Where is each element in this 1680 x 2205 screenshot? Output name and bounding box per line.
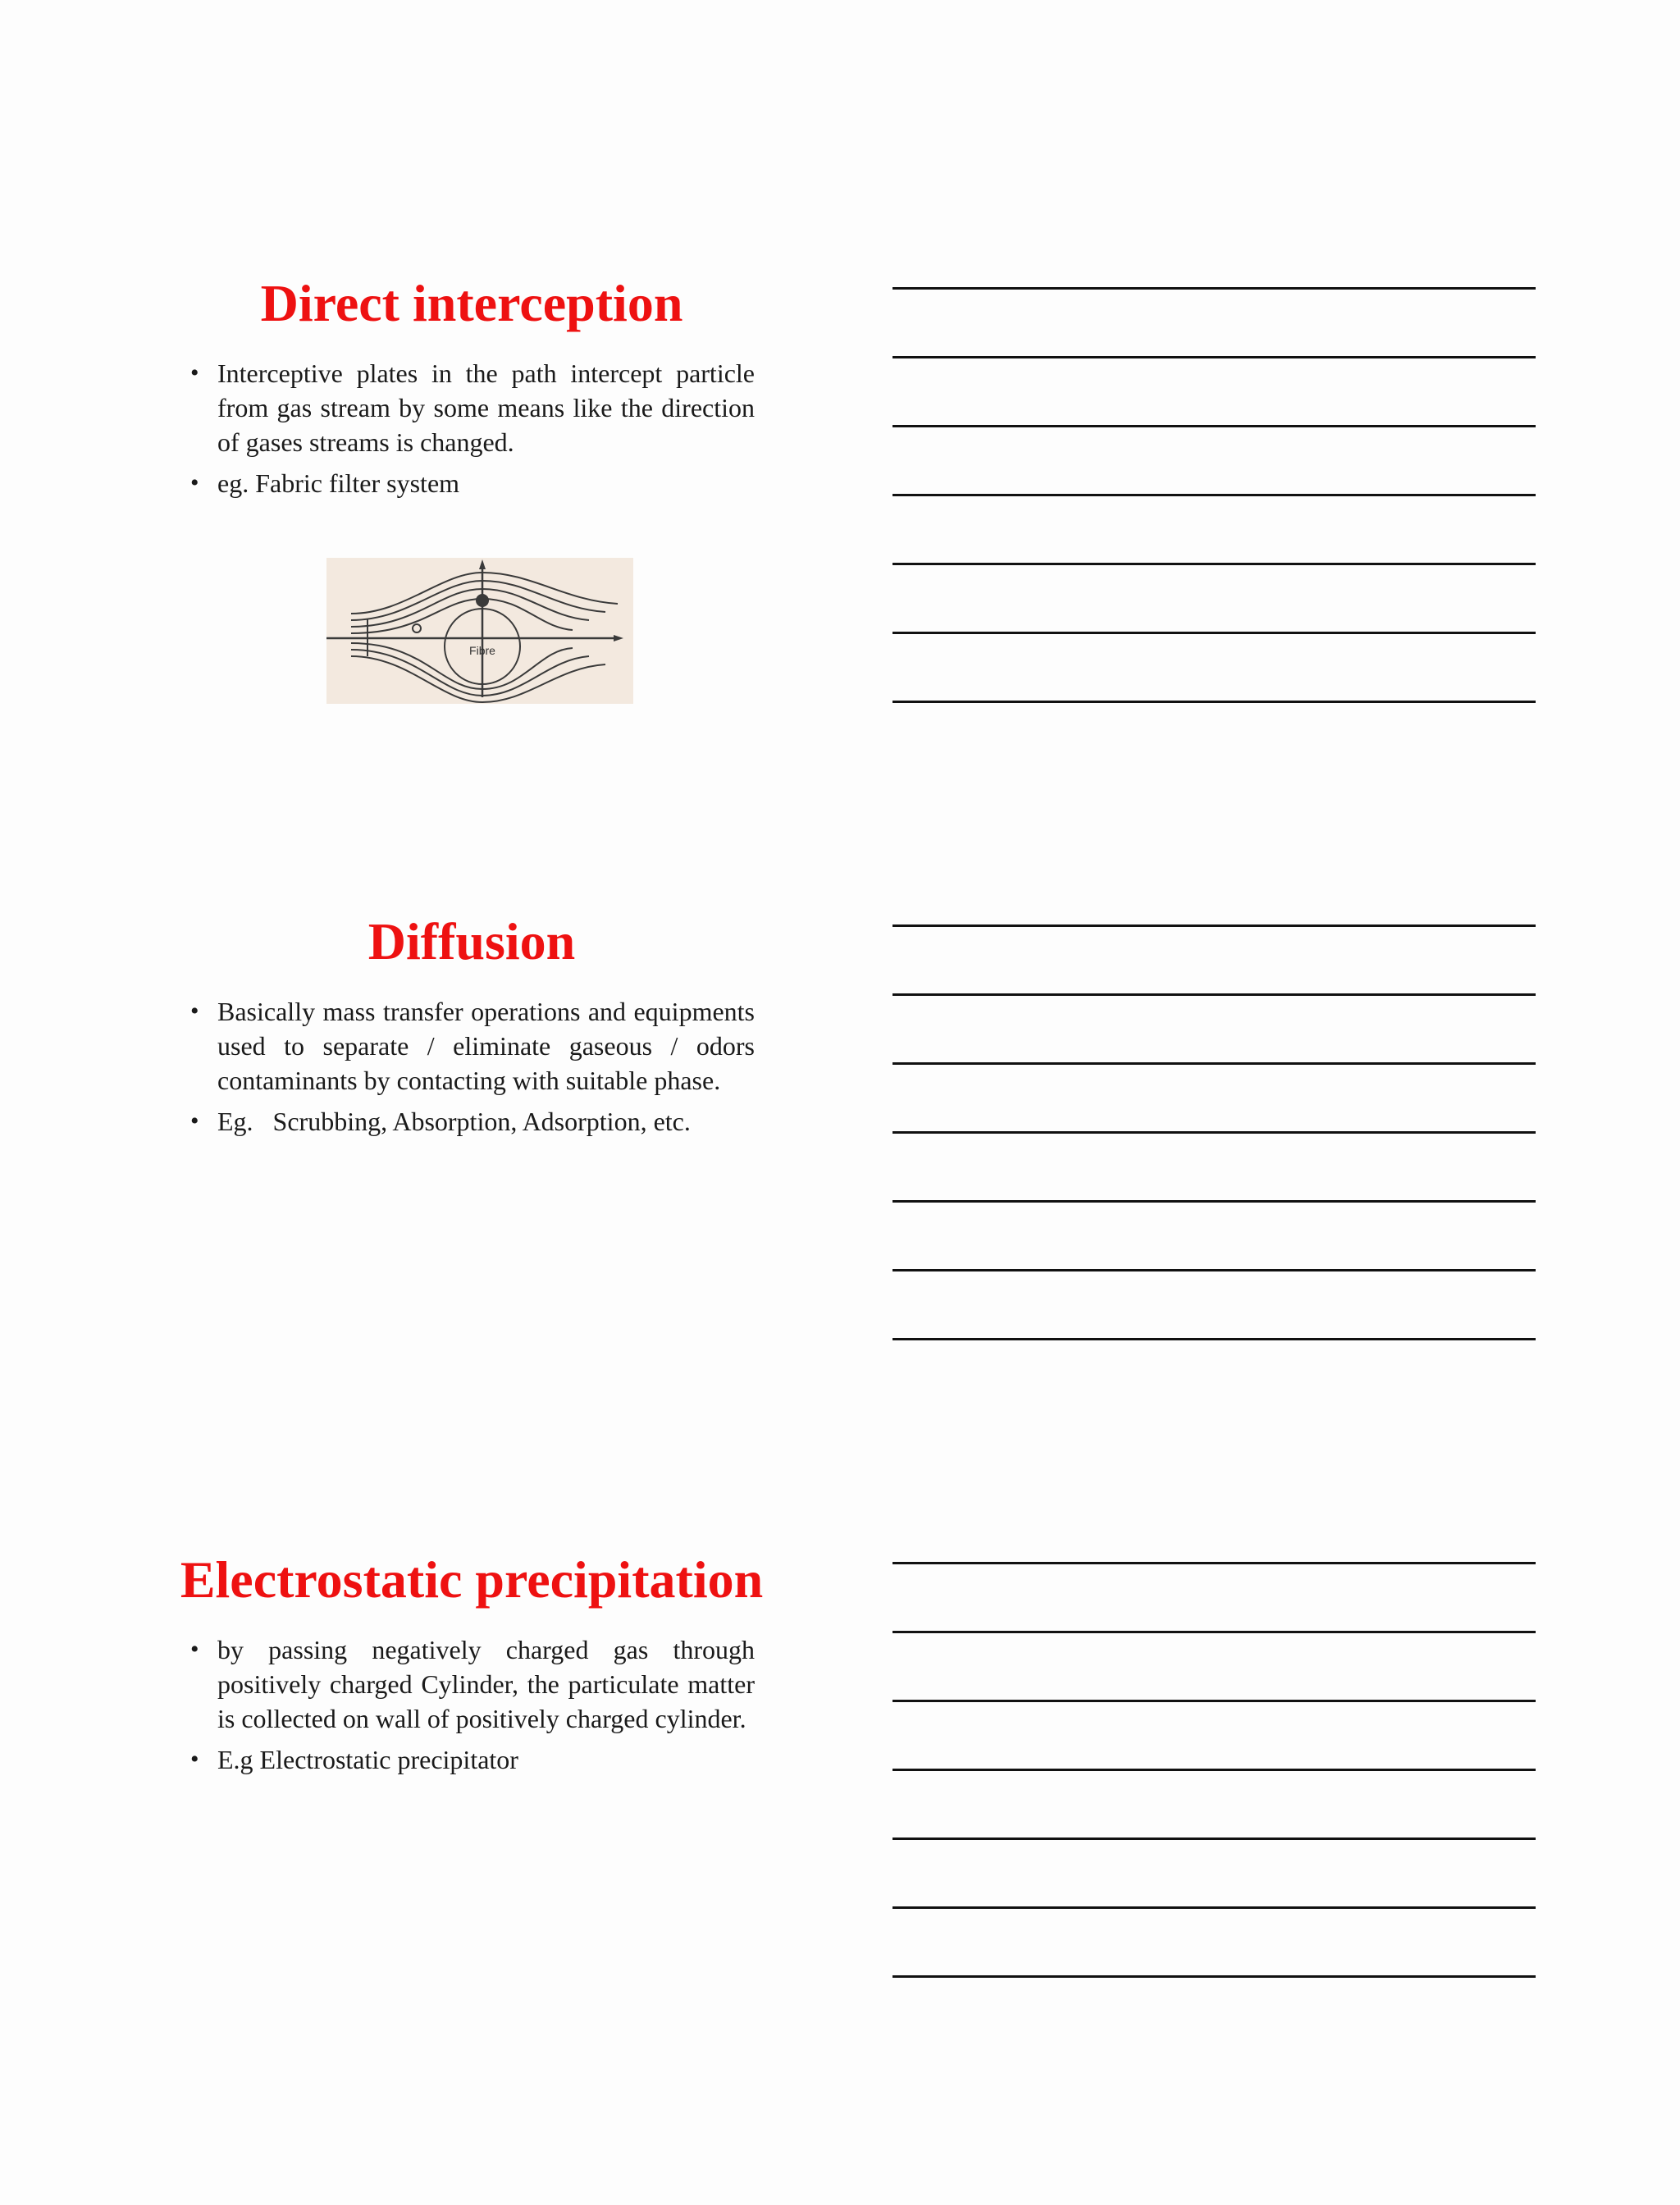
list-item: • Interceptive plates in the path intercept particle from gas stream by some means like the direction of gases streams is changed.	[189, 356, 755, 459]
slide-title: Electrostatic precipitation	[180, 1550, 764, 1609]
note-line	[892, 1131, 1536, 1134]
list-item: • Basically mass transfer operations and equipments used to separate / eliminate gaseous / odors contaminants by contacting with suitable phase.	[189, 994, 755, 1098]
slide-diffusion	[164, 909, 779, 1145]
bullet-list	[189, 356, 755, 500]
note-line	[892, 1838, 1536, 1840]
note-line	[892, 1631, 1536, 1633]
note-line	[892, 632, 1536, 634]
fibre-label: Fibre	[469, 644, 495, 657]
note-line	[892, 563, 1536, 565]
note-line	[892, 1562, 1536, 1564]
fibre-interception-figure	[326, 558, 633, 704]
bullet-icon: •	[190, 1107, 199, 1134]
note-line	[892, 1700, 1536, 1702]
list-item: • eg. Fabric filter system	[189, 466, 755, 500]
bullet-icon: •	[190, 1636, 199, 1663]
note-line	[892, 1906, 1536, 1909]
note-line	[892, 1338, 1536, 1340]
bullet-list	[189, 994, 755, 1139]
note-line	[892, 356, 1536, 358]
bullet-list	[189, 1632, 755, 1777]
note-line	[892, 701, 1536, 703]
slide-title: Diffusion	[368, 912, 576, 970]
note-line	[892, 1769, 1536, 1771]
note-line	[892, 1975, 1536, 1978]
fibre-streamline-diagram	[326, 558, 633, 704]
bullet-icon: •	[190, 359, 199, 386]
note-line	[892, 1269, 1536, 1271]
bullet-icon: •	[190, 1746, 199, 1773]
note-line	[892, 1062, 1536, 1065]
note-line	[892, 287, 1536, 290]
note-line	[892, 425, 1536, 427]
slide-direct-interception	[164, 271, 779, 507]
slide-title: Direct interception	[260, 274, 683, 332]
slide-electrostatic-precipitation	[164, 1547, 779, 1783]
note-line	[892, 1200, 1536, 1203]
list-item: • Eg. Scrubbing, Absorption, Adsorption, etc.	[189, 1104, 755, 1139]
list-item: • E.g Electrostatic precipitator	[189, 1742, 755, 1777]
bullet-icon: •	[190, 469, 199, 496]
bullet-icon: •	[190, 998, 199, 1025]
note-line	[892, 924, 1536, 927]
list-item: • by passing negatively charged gas through positively charged Cylinder, the particulate matter is collected on wall of positively charged cylinder.	[189, 1632, 755, 1736]
note-line	[892, 494, 1536, 496]
note-line	[892, 993, 1536, 996]
